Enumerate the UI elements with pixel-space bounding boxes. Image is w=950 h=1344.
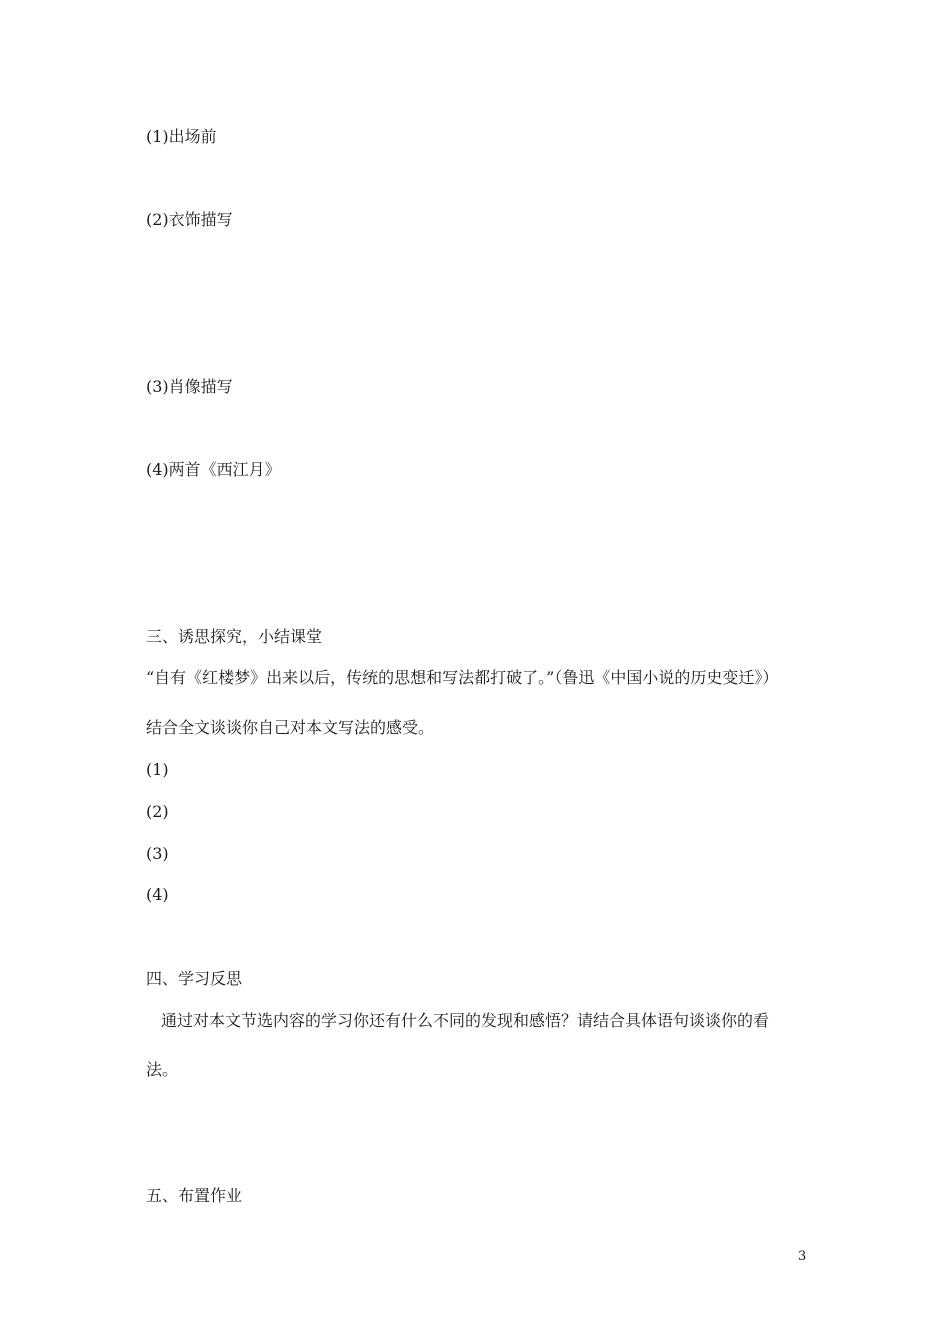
- section3-heading: 三、诱思探究，小结课堂: [146, 627, 323, 646]
- section3-quote: “自有《红楼梦》出来以后，传统的思想和写法都打破了。”（鲁迅《中国小说的历史变迁》）: [146, 668, 779, 687]
- page-number: 3: [798, 1249, 807, 1264]
- section2-item-2: (2)衣饰描写: [146, 210, 233, 229]
- section3-item-4: (4): [146, 885, 169, 904]
- section4-text-line-1: 通过对本文节选内容的学习你还有什么不同的发现和感悟？请结合具体语句谈谈你的看: [161, 1011, 770, 1030]
- section4-heading: 四、学习反思: [146, 969, 243, 988]
- section3-item-3: (3): [146, 844, 169, 863]
- section5-heading: 五、布置作业: [146, 1186, 243, 1205]
- section3-item-1: (1): [146, 760, 169, 779]
- section2-item-1: (1)出场前: [146, 127, 217, 146]
- section2-item-4: (4)两首《西江月》: [146, 460, 281, 479]
- section3-prompt: 结合全文谈谈你自己对本文写法的感受。: [146, 718, 435, 737]
- section2-item-3: (3)肖像描写: [146, 377, 233, 396]
- section4-text-line-2: 法。: [146, 1060, 179, 1079]
- section3-item-2: (2): [146, 802, 169, 821]
